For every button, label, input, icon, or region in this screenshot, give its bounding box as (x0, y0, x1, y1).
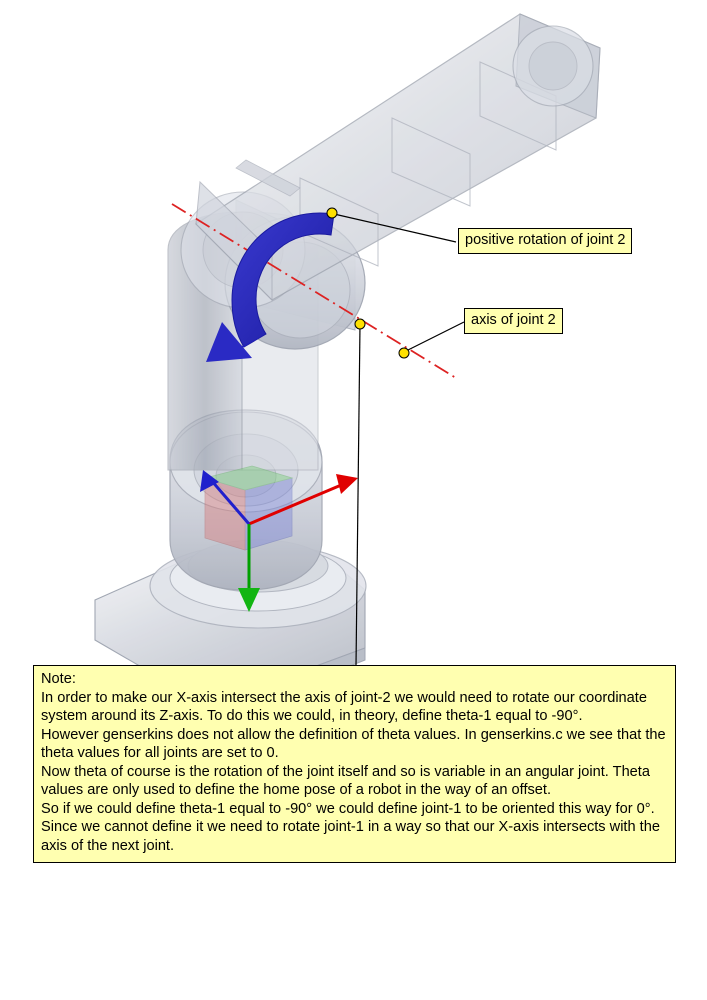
note-title: Note: (41, 671, 76, 687)
note-paragraph-3: Now theta of course is the rotation of the joint itself and so is variable in an angular joint. Theta values are only used to define the home pose of a robot in the way of an offset. (41, 763, 650, 799)
note-paragraph-1: In order to make our X-axis intersect the axis of joint-2 we would need to rotate our coordinate system around its Z-axis. To do this we could, in theory, define theta-1 equal to -90°. (41, 689, 647, 725)
note-paragraph-4: So if we could define theta-1 equal to -90° we could define joint-1 to be oriented this way for 0°. Since we cannot define it we need to rotate joint-1 in a way so that our X-axis intersects with the axis of the next joint. (41, 800, 660, 854)
note-box (33, 665, 676, 863)
callout-positive-rotation-of-joint-2: positive rotation of joint 2 (458, 228, 632, 254)
note-paragraph-2: However genserkins does not allow the definition of theta values. In genserkins.c we see that the theta values for all joints are set to 0. (41, 726, 666, 762)
callout-axis-of-joint-2: axis of joint 2 (464, 308, 563, 334)
